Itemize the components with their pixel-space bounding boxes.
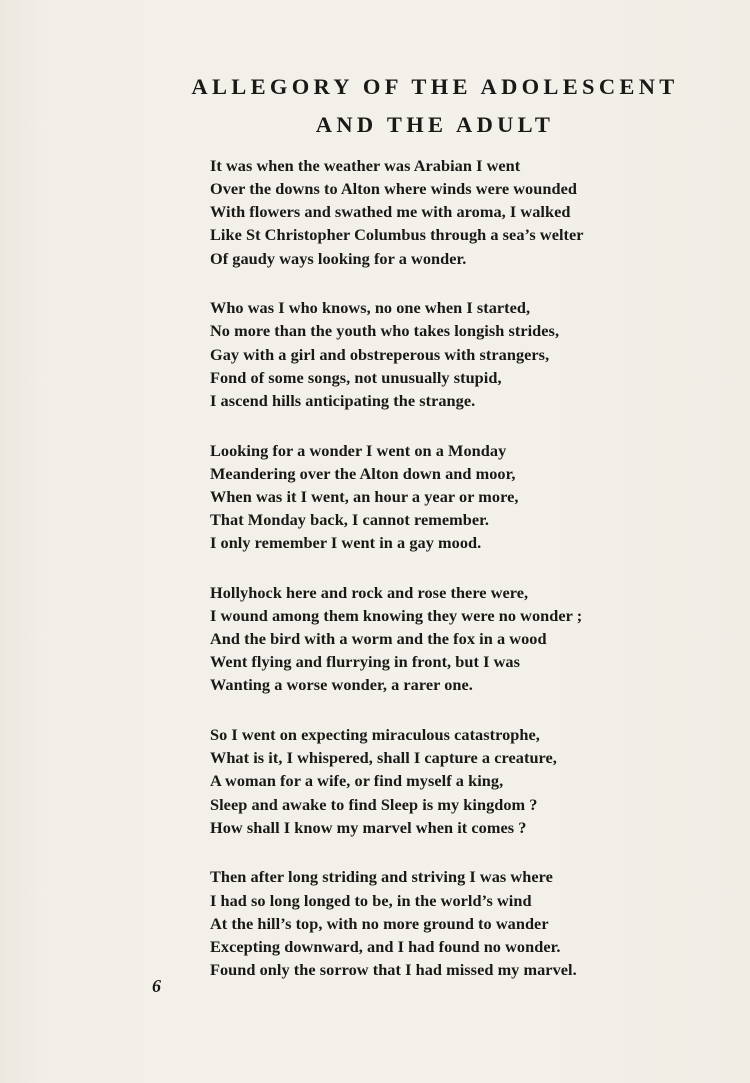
stanza	[210, 154, 730, 270]
poem-line: Fond of some songs, not unusually stupid,	[210, 367, 502, 387]
stanza	[210, 723, 730, 839]
stanza	[210, 865, 730, 981]
poem-line: Of gaudy ways looking for a wonder.	[210, 248, 467, 268]
poem-line: Then after long striding and striving I was where	[210, 867, 553, 887]
poem-line: Who was I who knows, no one when I started,	[210, 298, 531, 318]
poem-line: Meandering over the Alton down and moor,	[210, 463, 516, 483]
poem-line: Like St Christopher Columbus through a sea’s welter	[210, 225, 584, 245]
poem-line: Sleep and awake to find Sleep is my kingdom ?	[210, 794, 538, 814]
poem-line: And the bird with a worm and the fox in a wood	[210, 629, 547, 649]
poem-line: A woman for a wife, or find myself a king,	[210, 771, 504, 791]
poem-line: I had so long longed to be, in the world’s wind	[210, 890, 532, 910]
poem-line: How shall I know my marvel when it comes ?	[210, 817, 527, 837]
stanza	[210, 581, 730, 697]
poem-line: Over the downs to Alton where winds were wounded	[210, 179, 577, 199]
poem-line: Wanting a worse wonder, a rarer one.	[210, 675, 473, 695]
page-number: 6	[152, 976, 161, 996]
poem-body	[210, 154, 730, 1008]
stanza	[210, 296, 730, 412]
poem-line: At the hill’s top, with no more ground to wander	[210, 913, 549, 933]
poem-line: Excepting downward, and I had found no wonder.	[210, 936, 561, 956]
poem-line: Gay with a girl and obstreperous with strangers,	[210, 344, 550, 364]
poem-line: With flowers and swathed me with aroma, I walked	[210, 202, 571, 222]
poem-line: When was it I went, an hour a year or more,	[210, 486, 519, 506]
stanza	[210, 439, 730, 555]
poem-line: No more than the youth who takes longish strides,	[210, 321, 560, 341]
poem-line: It was when the weather was Arabian I went	[210, 156, 521, 175]
poem-line: Hollyhock here and rock and rose there were,	[210, 582, 529, 602]
poem-title-line-1: ALLEGORY OF THE ADOLESCENT	[191, 74, 679, 99]
poem-line: I ascend hills anticipating the strange.	[210, 390, 476, 410]
poem-line: Went flying and flurrying in front, but I was	[210, 652, 520, 672]
poem-line: That Monday back, I cannot remember.	[210, 510, 490, 530]
poem-line: Found only the sorrow that I had missed my marvel.	[210, 960, 577, 980]
poem-line: I only remember I went in a gay mood.	[210, 533, 482, 553]
poem-line: Looking for a wonder I went on a Monday	[210, 440, 507, 460]
poem-title-line-2: AND THE ADULT	[315, 112, 555, 137]
poem-line: What is it, I whispered, shall I capture a creature,	[210, 748, 557, 768]
poem-line: So I went on expecting miraculous catastrophe,	[210, 725, 540, 745]
poem-line: I wound among them knowing they were no wonder ;	[210, 606, 583, 625]
